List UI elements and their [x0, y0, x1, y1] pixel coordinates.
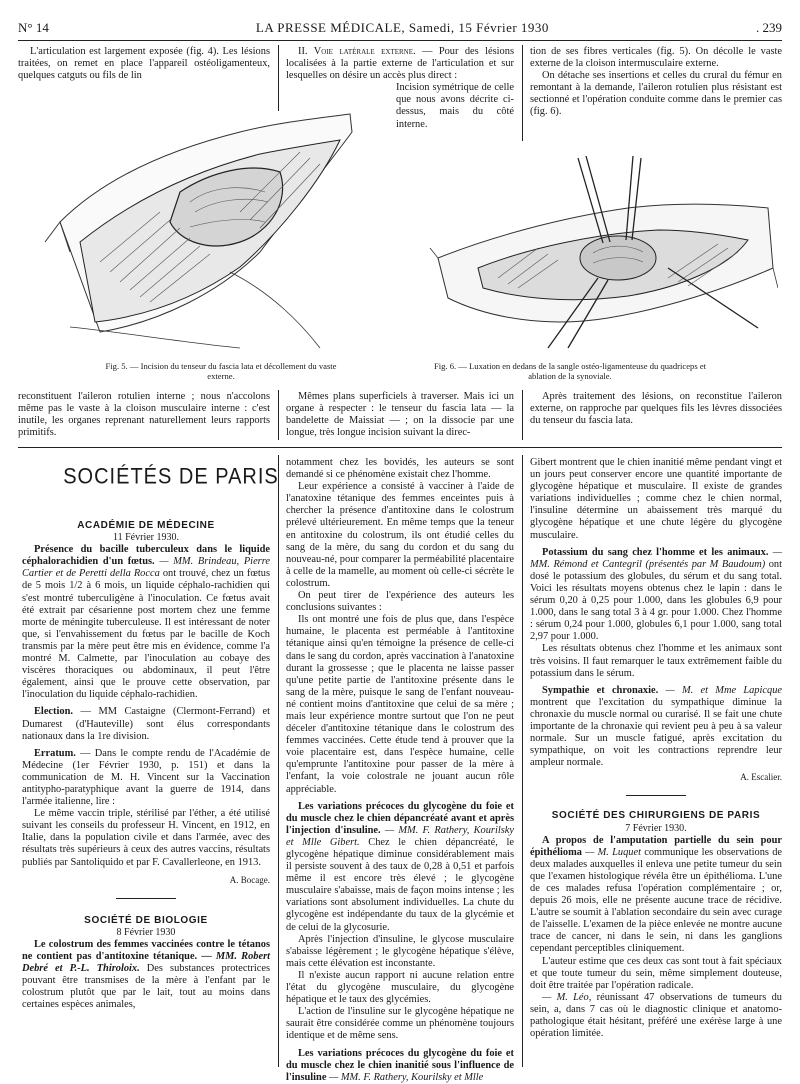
academie-date: 11 Février 1930. — [112, 532, 179, 544]
top-col-1-text: L'articulation est largement exposée (fig. 4). Les lésions traitées, on remet en place l'appareil ostéoligamenteux, quelques catguts ou fils de lin — [18, 46, 270, 82]
page-number: . 239 — [755, 20, 782, 35]
separator — [626, 795, 686, 796]
chirurgiens-p3-authors: — M. Léo, — [542, 991, 592, 1003]
top-col-3-text-a: tion de ses fibres verticales (fig. 5). On décolle le vaste externe de la cloison intermusculaire externe. — [530, 46, 782, 70]
biologie-p1-authors: — MM. Robert Debré et P.-L. Thiroloix. — [22, 951, 270, 975]
academie-heading: ACADÉMIE DE MÉDECINE — [77, 520, 215, 531]
biologie-c3-p4-body: montrent que l'excitation du sympathique diminue la chronaxie du muscle normal ou curarisé. Il se fait une chute importante de la chronaxie qui revient peu à peu à sa valeur normale. Sur un muscle fatigué, après excitation du sympathique, on voit les contractions reprendre leur ampleur normale. — [530, 696, 782, 769]
biologie-c2-p8: L'action de l'insuline sur le glycogène hépatique ne saurait être considérée comme un phénomène toujours identique et de même sens. — [286, 1006, 514, 1042]
top-col-1 — [18, 46, 270, 82]
biologie-c2-p3: On peut tirer de l'expérience des auteurs les conclusions suivantes : — [286, 590, 514, 614]
separator — [116, 898, 176, 899]
chirurgiens-p2: L'auteur estime que ces deux cas sont tout à fait spéciaux et que toute tumeur du sein, même simplement douteuse, doit être traitée par l'opération radicale. — [530, 955, 782, 991]
column-divider — [522, 45, 523, 141]
academie-p1-authors: — MM. Brindeau, Pierre Cartier et de Peretti della Rocca — [22, 556, 270, 580]
figure-5-caption: Fig. 5. — Incision du tenseur du fascia lata et décollement du vaste externe. — [105, 361, 337, 381]
chirurgiens-p1-authors: — M. Luquet — [581, 846, 641, 858]
academie-p2-body: — MM Castaigne (Clermont-Ferrand) et Dumarest (d'Hauteville) sont élus correspondants nationaux dans la 1re division. — [22, 706, 270, 742]
biologie-heading: SOCIÉTÉ DE BIOLOGIE — [84, 914, 208, 926]
column-divider — [278, 390, 279, 440]
chirurgiens-p1-body: communique les observations de deux malades auxquelles il enleva une petite tumeur du sein que l'examen histologique révéla être un épithélioma. L'une de ces malades refusa l'opération complémentaire ; or, depuis 26 mois, elle ne présente aucune trace de récidive. L'autre se soumit à l'ablation secondaire du sein avec curage de l'aisselle. L'examen de la pièce enlevée ne montre aucune trace de cancer, ni dans le sein, ni dans les ganglions cependant perceptibles cliniquement. — [530, 846, 782, 955]
biologie-c3-p4-title: Sympathie et chronaxie. — [542, 684, 659, 696]
biologie-c2-p5-title: Les variations précoces du glycogène du foie et du muscle chez le chien dépancréaté avant et après l'injection d'insuline. — [286, 800, 514, 836]
biologie-c3-p4-authors: — M. et Mme Lapicque — [658, 684, 783, 696]
figure-5-illustration — [40, 92, 360, 350]
top-col-2-text-b: Incision symétrique de celle que nous avons décrite ci-dessus, mais du côté interne. — [396, 82, 514, 130]
issue-number: N° 14 — [18, 20, 49, 35]
societes-col-2 — [286, 457, 514, 1084]
top-col-3 — [530, 46, 782, 119]
figure-6-caption: Fig. 6. — Luxation en dedans de la sangle ostéo-ligamenteuse du quadriceps et ablation de la synoviale. — [433, 361, 707, 381]
biologie-c3-p3: Les résultats obtenus chez l'homme et les animaux sont très voisins. Il faut remarquer le taux extrêmement faible du potassium dans le sérum. — [530, 643, 782, 679]
academie-p1-body: ont trouvé, chez un fœtus de 5 mois 1/2 à 6 mois, un liquide céphalo-rachidien qui s'est montré tuberculigène à l'inoculation. Ce fœtus avait été extrait par césarienne post mortem chez une femme morte de méningite tuberculeuse. Il est intéressant de noter que, si l'envahissement du fœtus par le bacille de Koch transmis par la mère peut être mis en évidence, comme l'a montré M. Calmette, par l'inoculation au cobaye des viscères thoraciques ou abdominaux, il peut l'être également, ainsi que le prouve cette observation, par l'inoculation du liquide céphalo-rachidien. — [22, 568, 270, 701]
biologie-c3-p2-title: Potassium du sang chez l'homme et les animaux. — [542, 546, 769, 558]
biologie-c2-p9-authors: — MM. F. Rathery, Kourilsky et Mlle — [326, 1071, 484, 1083]
biologie-c2-p9-title: Les variations précoces du glycogène du foie et du muscle chez le chien inanitié sous l'influence de l'insuline — [286, 1047, 514, 1083]
biologie-date: 8 Février 1930 — [116, 926, 176, 938]
mid-col-2-text: Mêmes plans superficiels à traverser. Mais ici un organe à respecter : le tenseur du fascia lata — la bandelette de Maissiat — ; on la dissocie par une longue, très longue incision suivant la direc- — [286, 391, 514, 439]
page-header — [18, 20, 782, 36]
biologie-c2-p1: notamment chez les bovidés, les auteurs se sont demandé si ce phénomène existait chez l'homme. — [286, 457, 514, 481]
mid-col-2 — [286, 391, 514, 439]
biologie-p1-body: Des substances protectrices pouvant être transmises de la mère à l'enfant par le colostrum plutôt que par le lait, tout au moins dans certaines espèces animales, — [22, 963, 271, 1011]
biologie-c3-p2-authors: —MM. Rémond et Cantegril (présentés par M Baudoum) — [530, 546, 782, 570]
chirurgiens-date: 7 Février 1930. — [625, 822, 687, 834]
academie-p4-body: Le même vaccin triple, stérilisé par l'éther, a été utilisé suivant les conseils du professeur H. Vincent, en 1912, en Italie, dans la population civile et dans l'armée, avec des résultats très supérieurs à ceux des autres vaccins, résultats publiés par Santoliquido et par F. Cavallerleone, en 1913. — [22, 808, 270, 868]
header-rule — [18, 40, 782, 41]
chirurgiens-p3-body: réunissant 47 observations de tumeurs du sein, a, dans 7 cas où le diagnostic clinique et anatomo-pathologique était hésitant, préféré une exérèse large à une opération limitée. — [530, 991, 782, 1040]
biologie-c2-p2: Leur expérience a consisté à vacciner à l'aide de l'anatoxine tétanique des femmes enceintes puis à chercher la présence d'antitoxine dans le colostrum prélevé ultérieurement. En même temps que la teneur en antitoxine du colostrum, ils ont étudié celles du sang de la mère, du sang du cordon et du sang du nouveau-né, pour comparer la perméabilité placentaire à celle de la mamelle, au moment où celle-ci sécrète le colostrum. — [286, 481, 514, 589]
top-col-3-text-b: On détache ses insertions et celles du crural du fémur en remontant à la demande, l'aileron rotulien plus résistant est sectionné et l'opération conduite comme dans le premier cas (fig. 6). — [530, 70, 782, 118]
chirurgiens-heading: SOCIÉTÉ DES CHIRURGIENS DE PARIS — [551, 810, 761, 822]
column-divider — [278, 455, 279, 1067]
academie-p2-title: Election. — [34, 706, 73, 718]
biologie-c2-p5-body: Chez le chien dépancréaté, le glycogène hépatique diminue considérablement mais il persiste souvent à des taux de 0,28 à 0,51 et parfois même il est encore très élevé ; le glycogène musculaire s'abaisse, mais de façon moins intense ; les variations sont absolument individuelles. La chute du glycogène est indépendante du taux de la glycémie et de celui de la glycosurie. — [286, 836, 514, 933]
academie-p3-title: Erratum. — [34, 747, 76, 759]
chirurgiens-p1-title: A propos de l'amputation partielle du sein pour épithélioma — [530, 834, 782, 858]
journal-title: LA PRESSE MÉDICALE, Samedi, 15 Février 1930 — [255, 20, 549, 35]
mid-col-3 — [530, 391, 782, 427]
column-divider — [522, 390, 523, 440]
academie-p1-title: Présence du bacille tuberculeux dans le liquide céphalorachidien d'un fœtus. — [22, 544, 270, 568]
academie-p3-body: — Dans le compte rendu de l'Académie de Médecine (1er Février 1930, p. 151) et dans la communication de M. H. Vincent sur la Vaccination antitypho-paratyphique avant la guerre de 1914, dans l'armée italienne, lire : — [22, 747, 270, 808]
mid-col-1-text: reconstituent l'aileron rotulien interne ; nous n'accolons même pas le vaste à la cloison musculaire interne : c'est inutile, les organes reprenant naturellement leurs rapports primitifs. — [18, 391, 270, 439]
biologie-c2-p5-authors: — MM. F. Rathery, Kourilsky et Mlle Gibert. — [286, 824, 514, 848]
biologie-c2-p7: Il n'existe aucun rapport ni aucune relation entre l'état du glycogène musculaire, du glycogène hépatique et le taux des glycémies. — [286, 969, 514, 1006]
societes-col-1 — [22, 520, 270, 1011]
figure-6-illustration — [428, 148, 778, 350]
biologie-c3-p2-body: ont dosé le potassium des globules, du sérum et du sang total. Voici les résultats moyens obtenus chez le lapin : dans le sérum 0,20 à 0,25 pour 1.000, dans les globules 6,9 pour 1.000, dans le sang total 3 à 4 gr. pour 1.000. Chez l'homme : sérum 0,24 pour 1.000, globules 6,1 pour 1.000, sang total 2,97 pour 1.000. — [530, 558, 782, 643]
top-col-2-text-a: — Pour des lésions localisées à la partie externe de l'articulation et sur lesquelles on désire un accès plus direct : — [286, 46, 514, 82]
mid-col-1 — [18, 391, 270, 439]
section-lead: II. Voie latérale externe. — [298, 46, 416, 57]
section-title: SOCIÉTÉS DE PARIS — [63, 464, 279, 490]
academie-signature: A. Bocage. — [229, 874, 270, 885]
biologie-c3-p1: Gibert montrent que le chien inanitié même pendant vingt et un jours peut conserver encore une quantité importante de glycogène hépatique et musculaire. Il existe de grandes variations individuelles ; comme chez le chien normal, l'insuline détermine un abaissement très marqué du glycogène hépatique et une chute légère du glycogène musculaire. — [530, 457, 782, 541]
column-divider — [522, 455, 523, 1067]
mid-col-3-text: Après traitement des lésions, on reconstitue l'aileron externe, on rapproche par quelques fils les lèvres dissociées du tenseur du fascia lata. — [530, 391, 782, 427]
section-rule — [18, 447, 782, 448]
biologie-p1-title: Le colostrum des femmes vaccinées contre le tétanos ne contient pas d'antitoxine tétanique. — [22, 938, 270, 962]
biologie-signature: A. Escalier. — [740, 772, 782, 783]
biologie-c2-p6: Après l'injection d'insuline, le glycose musculaire s'abaisse légèrement ; le glycogène hépatique s'élève, mais cette élévation est inconstante. — [286, 933, 514, 969]
societes-col-3 — [530, 457, 782, 1040]
biologie-c2-p4: Ils ont montré une fois de plus que, dans l'espèce humaine, le placenta est perméable à l'antitoxine tétanique ainsi qu'en témoigne la présence de celle-ci dans le sang du cordon, après vaccination à l'anatoxine durant la grossesse ; que le placenta ne laisse passer qu'une petite partie de l'antitoxine présente dans le sang de la mère, puisque le sang de l'enfant nouveau-né contient moins d'antitoxine que celui de sa mère ; mais leur expérience montre surtout que l'on ne peut déceler d'antitoxine tétanique dans le colostrum des femmes vaccinées. Cette étude tend à prouver que la voie placentaire est, dans l'espèce humaine, celle qu'emprunte l'antitoxine pour passer de la mère à l'enfant, la voie colostrale ne jouant aucun rôle appréciable. — [286, 614, 514, 795]
